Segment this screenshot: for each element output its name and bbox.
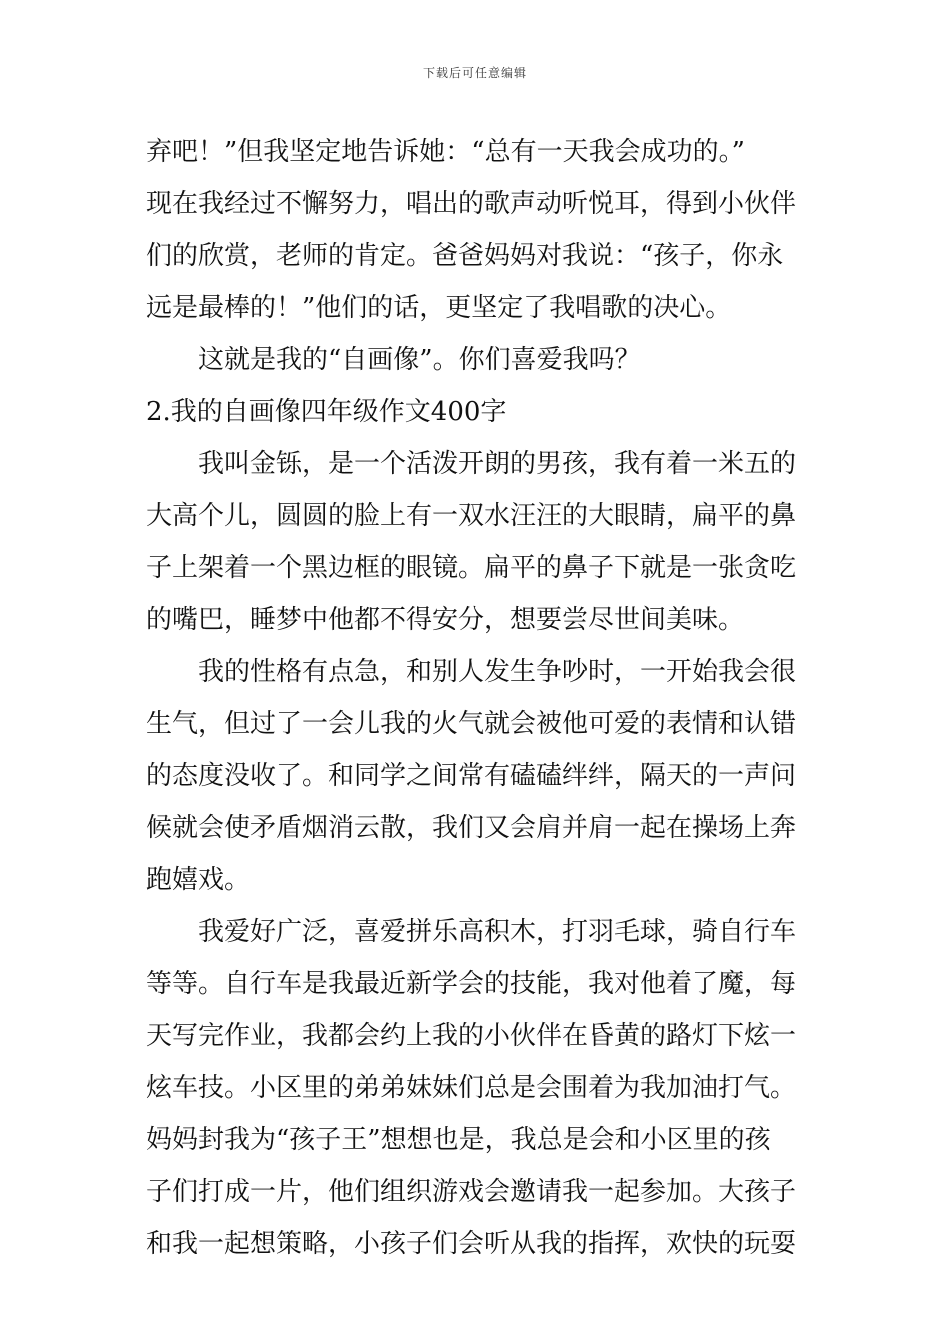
text-line: 们的欣赏，老师的肯定。爸爸妈妈对我说：“孩子，你永: [146, 241, 784, 271]
text-line: 炫车技。小区里的弟弟妹妹们总是会围着为我加油打气。: [146, 1073, 797, 1103]
text-line: 子们打成一片，他们组织游戏会邀请我一起参加。大孩子: [146, 1177, 797, 1207]
text-line: 子上架着一个黑边框的眼镜。扁平的鼻子下就是一张贪吃: [146, 553, 797, 583]
text-line: 远是最棒的！”他们的话，更坚定了我唱歌的决心。: [146, 293, 732, 323]
text-line: 的嘴巴，睡梦中他都不得安分，想要尝尽世间美味。: [146, 605, 745, 635]
text-line: 生气，但过了一会儿我的火气就会被他可爱的表情和认错: [146, 709, 797, 739]
text-line: 现在我经过不懈努力，唱出的歌声动听悦耳，得到小伙伴: [146, 189, 797, 219]
text-line: 妈妈封我为“孩子王”想想也是，我总是会和小区里的孩: [146, 1125, 771, 1155]
document-body: [146, 126, 816, 1270]
section-heading: 2.我的自画像四年级作文400字: [146, 397, 507, 427]
text-line: 弃吧！”但我坚定地告诉她：“总有一天我会成功的。”: [146, 137, 745, 167]
paragraph-start: 这就是我的“自画像”。你们喜爱我吗？: [198, 345, 641, 375]
text-line: 和我一起想策略，小孩子们会听从我的指挥，欢快的玩耍: [146, 1229, 797, 1259]
paragraph-start: 我爱好广泛，喜爱拼乐高积木，打羽毛球，骑自行车: [198, 917, 797, 947]
text-line: 跑嬉戏。: [146, 865, 251, 895]
text-line: 的态度没收了。和同学之间常有磕磕绊绊，隔天的一声问: [146, 761, 797, 791]
text-line: 等等。自行车是我最近新学会的技能，我对他着了魔，每: [146, 969, 797, 999]
paragraph-start: 我叫金铄，是一个活泼开朗的男孩，我有着一米五的: [198, 449, 797, 479]
text-line: 大高个儿，圆圆的脸上有一双水汪汪的大眼睛，扁平的鼻: [146, 501, 797, 531]
text-line: 天写完作业，我都会约上我的小伙伴在昏黄的路灯下炫一: [146, 1021, 797, 1051]
text-line: 候就会使矛盾烟消云散，我们又会肩并肩一起在操场上奔: [146, 813, 797, 843]
paragraph-start: 我的性格有点急，和别人发生争吵时，一开始我会很: [198, 657, 797, 687]
page-header: 下载后可任意编辑: [422, 66, 527, 80]
